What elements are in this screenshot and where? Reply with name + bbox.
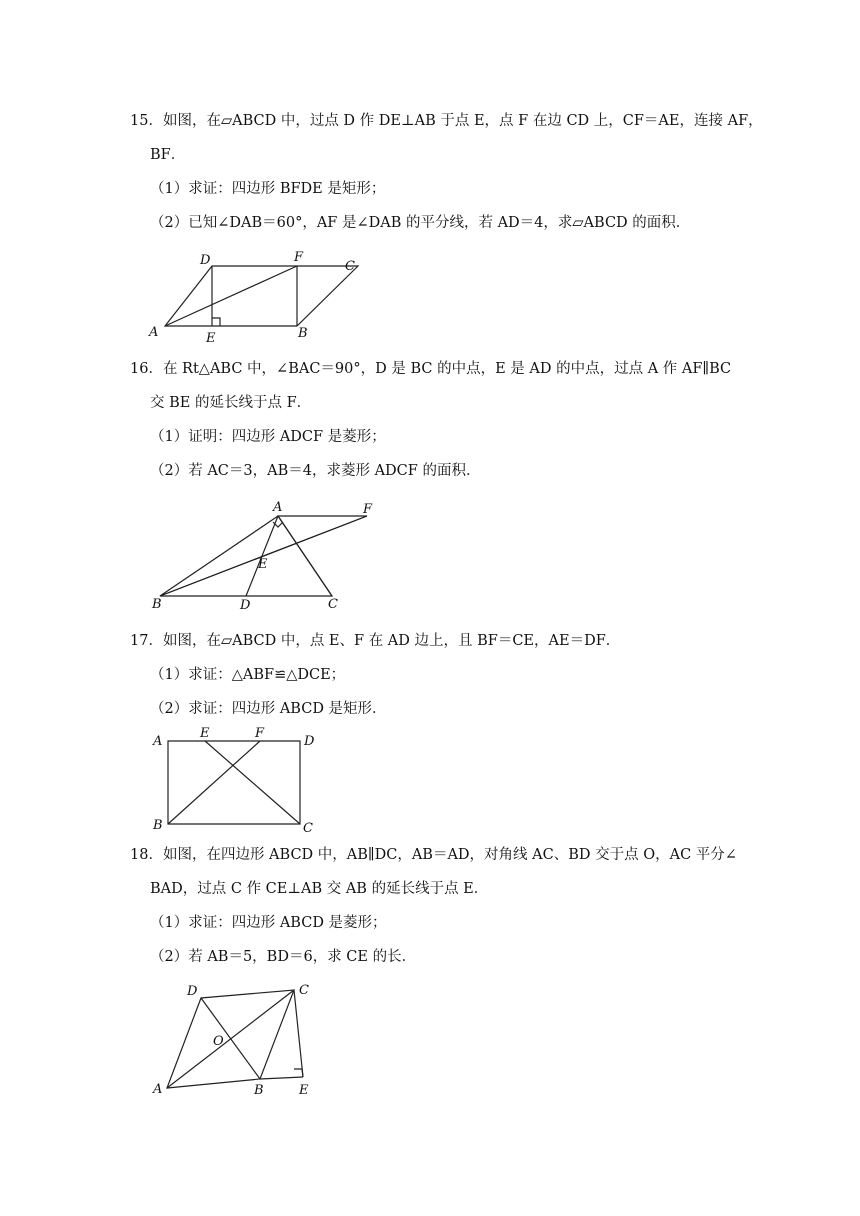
label-e: E: [206, 331, 216, 346]
label-c: C: [328, 597, 338, 612]
label-c: C: [303, 821, 313, 836]
label-a: A: [149, 325, 159, 340]
label-o: O: [213, 1034, 224, 1049]
label-f: F: [363, 502, 373, 517]
problem-18-part-1: （1）求证：四边形 ABCD 是菱形；: [150, 915, 387, 931]
label-a: A: [153, 1082, 163, 1097]
label-a: A: [153, 734, 163, 749]
label-f: F: [294, 250, 304, 265]
segment-ac: [278, 516, 332, 596]
problem-18-figure: [145, 975, 335, 1105]
label-e: E: [299, 1083, 309, 1098]
problem-15-part-1: （1）求证：四边形 BFDE 是矩形；: [150, 181, 386, 197]
segment-fb: [168, 741, 260, 824]
label-d: D: [304, 734, 315, 749]
problem-16-figure: [145, 496, 395, 616]
label-e: E: [200, 726, 210, 741]
problem-17-line-1: 17．如图，在▱ABCD 中，点 E、F 在 AD 边上，且 BF＝CE，AE＝DF．: [130, 633, 621, 649]
right-angle-mark-e: [212, 318, 220, 326]
segment-af: [165, 266, 297, 326]
problem-17-part-1: （1）求证：△ABF≌△DCE；: [150, 667, 346, 683]
problem-15-part-2: （2）已知∠DAB＝60°，AF 是∠DAB 的平分线，若 AD＝4，求▱ABCD 的面积．: [150, 215, 691, 231]
problem-16-line-2: 交 BE 的延长线于点 F．: [150, 395, 312, 411]
right-angle-mark-e: [294, 1069, 303, 1077]
label-c: C: [345, 259, 355, 274]
label-b: B: [298, 326, 308, 341]
problem-15-line-2: BF．: [150, 147, 186, 163]
problem-17-figure: [145, 725, 335, 840]
segment-bf: [160, 516, 367, 596]
label-c: C: [299, 983, 309, 998]
label-f: F: [255, 726, 265, 741]
parallelogram-abcd: [165, 266, 358, 326]
problem-16-part-1: （1）证明：四边形 ADCF 是菱形；: [150, 429, 386, 445]
problem-15-figure: [140, 244, 380, 349]
problem-15-line-1: 15．如图，在▱ABCD 中，过点 D 作 DE⊥AB 于点 E，点 F 在边 CD 上，CF＝AE，连接 AF，: [130, 113, 763, 129]
segment-ce: [294, 990, 303, 1077]
problem-16-part-2: （2）若 AC＝3，AB＝4，求菱形 ADCF 的面积．: [150, 463, 481, 479]
problem-18-part-2: （2）若 AB＝5，BD＝6，求 CE 的长．: [150, 949, 417, 965]
segment-ba: [160, 516, 278, 596]
label-b: B: [153, 818, 163, 833]
label-a: A: [273, 500, 283, 515]
segment-ec: [205, 741, 300, 824]
label-e: E: [258, 557, 268, 572]
problem-16-line-1: 16．在 Rt△ABC 中，∠BAC＝90°，D 是 BC 的中点，E 是 AD 的中点，过点 A 作 AF∥BC: [130, 361, 732, 377]
label-d: D: [187, 984, 198, 999]
label-d: D: [200, 253, 211, 268]
label-b: B: [152, 597, 162, 612]
segment-be: [260, 1077, 303, 1079]
label-d: D: [240, 598, 251, 613]
label-b: B: [254, 1083, 264, 1098]
problem-18-line-2: BAD，过点 C 作 CE⊥AB 交 AB 的延长线于点 E．: [150, 881, 489, 897]
problem-18-line-1: 18．如图，在四边形 ABCD 中，AB∥DC，AB＝AD，对角线 AC、BD 交于点 O，AC 平分∠: [130, 847, 737, 863]
diagonal-bd: [201, 998, 260, 1079]
problem-17-part-2: （2）求证：四边形 ABCD 是矩形．: [150, 701, 387, 717]
rectangle-abcd: [168, 741, 300, 824]
